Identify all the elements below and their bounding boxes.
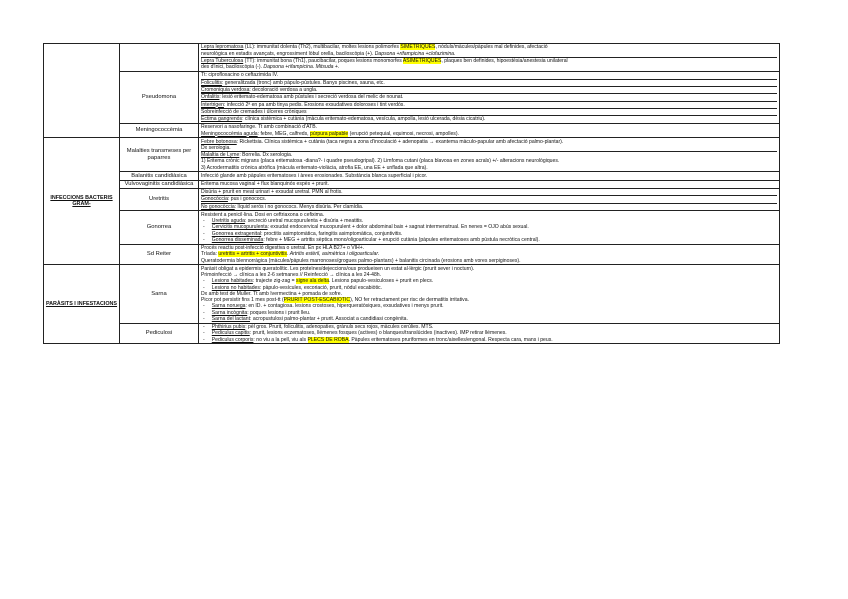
text-fragment: . Lesions papulo-vesiculoses + prurit en plecs. — [328, 278, 434, 285]
term-label: Ectima gangrenós — [201, 116, 243, 123]
text-fragment: : poques lesions i prurit lleu. — [247, 309, 311, 316]
text-fragment: : lesió eritemato-edematosa amb pústules i secreció verdosa del melic de nounat. — [219, 94, 404, 101]
text-fragment: Tríada: — [201, 251, 219, 258]
text-line — [201, 203, 777, 210]
bullet-dash: - — [203, 316, 212, 322]
table-row — [44, 265, 780, 323]
highlighted-text: ASIMÈTRIQUES — [402, 57, 442, 64]
term-label: Malaltia de Lyme — [201, 152, 240, 159]
bullet-dash: - — [203, 236, 212, 243]
table-row — [44, 172, 780, 180]
bullet-dash: - — [203, 336, 212, 343]
description-cell — [199, 71, 780, 123]
text-fragment: Dapsona +rifampicina. Mitsuda +. — [263, 64, 340, 71]
text-fragment: . Pàpules eritematoses pruriformes en tronc/aixelles/engonal. Respecta cara, mans i peus. — [348, 336, 553, 343]
subtype-cell: Pseudomona — [120, 71, 199, 123]
table-row — [44, 138, 780, 172]
text-fragment: : no viu a la pell, viu als — [253, 336, 308, 343]
text-fragment: : generalitzada (tronc) amb pàpulo-pústules. Banys piscines, sauna, etc. — [221, 79, 385, 86]
text-fragment: Eritema mucosa vaginal + flux blanquinós espès + prurit. — [201, 180, 329, 187]
text-fragment: , nòduls/màcules/pàpules mal definides, afectació — [435, 44, 548, 51]
bullet-dash: - — [203, 324, 212, 331]
text-fragment: Tt: ciprofloxacino o ceftazimida IV. — [201, 72, 279, 79]
term-label: Lesions no habitades — [211, 284, 260, 291]
highlighted-text: PLECS DE ROBA — [307, 336, 349, 343]
bullet-dash: - — [203, 217, 212, 224]
description-cell — [199, 244, 780, 265]
term-label: Gonorrea extragenital — [211, 230, 262, 237]
text-fragment: (erupció petequial, equimosi, necrosi, ampolles). — [348, 130, 459, 137]
subtype-cell: Gonorrea — [120, 211, 199, 244]
highlighted-text: signe ala delta — [296, 278, 329, 285]
bullet-dash: - — [203, 330, 212, 337]
subtype-cell: Balanitis candidiàsica — [120, 172, 199, 180]
term-label: Onfalitis — [201, 94, 220, 101]
term-label: Uretritis aguda — [211, 217, 245, 224]
text-line — [201, 173, 777, 179]
text-fragment: Picor pot persistir fins 1 mes post-tt ( — [201, 297, 284, 304]
text-fragment: ), NO fer retractament per risc de dermatitis irritativa. — [350, 297, 469, 304]
dermatology-table — [43, 43, 780, 344]
text-fragment: : pèl gros. Prurit, foliculitis, adenopaties, grànuls secs rojos, màcules cerúlies. MTS. — [245, 324, 434, 331]
text-fragment: Dx amb test de Muller. Tt amb Ivermectina + pomada de sofre. — [201, 290, 343, 297]
description-cell — [199, 323, 780, 344]
text-fragment: Artritis estèril, asimètrica i oligoarticular. — [289, 251, 380, 258]
text-fragment: : secreció uretral mucopurulenta + disúria + meatitis. — [244, 217, 364, 224]
text-fragment: : febre + MEG + artritis sèptica mono/oligoarticular + erupció cutània (pàpules eritematoses amb pústula necròtica central). — [263, 236, 540, 243]
table-row — [44, 71, 780, 123]
term-label: Cervicitis mucopurulenta — [211, 224, 268, 231]
description-cell — [199, 188, 780, 211]
table-row — [44, 180, 780, 188]
text-fragment: : Rickettsia. Clínica sistèmica + cutània (taca negra a zona d'inoculació + adenopatia → exantema màculo-papular amb afectació palmo-plantar). — [236, 138, 564, 145]
text-fragment: Dapsona +rifampicina +clofazimina. — [374, 50, 456, 57]
highlighted-text: uretritis + artritis + conjuntivitis — [218, 251, 287, 258]
subtype-cell: Pediculosi — [120, 323, 199, 344]
text-fragment: Procés reactiu post-infecció digestiva o uretral. En px HLA B27+ o VIH+. — [201, 244, 365, 251]
text-line — [201, 57, 777, 64]
subtype-cell: Sd Reiter — [120, 244, 199, 265]
category-cell: PARÀSITS I INFESTACIONS — [44, 265, 120, 344]
text-line — [201, 131, 777, 137]
term-label: Cromoniquia verdosa — [201, 86, 250, 93]
subtype-cell: Malalties transmeses per paparres — [120, 138, 199, 172]
description-cell — [199, 180, 780, 188]
table-row — [44, 44, 780, 72]
term-label: Intertrigen — [201, 101, 224, 108]
text-line — [201, 258, 777, 264]
description-cell — [199, 138, 780, 172]
text-fragment: Resistent a penicil·lina. Dosi en ceftriaxona o cefixima. — [201, 211, 325, 218]
term-label: Lepra lepromatosa — [201, 44, 244, 51]
text-line — [201, 86, 777, 93]
bullet-dash: - — [203, 284, 212, 291]
text-line — [201, 115, 777, 122]
text-line — [201, 64, 777, 70]
description-cell — [199, 172, 780, 180]
notes-table — [43, 43, 779, 344]
term-label: Gonorrea disseminada — [211, 236, 264, 243]
table-row — [44, 211, 780, 244]
bullet-dash: - — [203, 303, 212, 310]
bullet-dash: - — [203, 224, 212, 231]
text-fragment: Sobreinfecció de cremades i úlceres cròniques — [201, 108, 307, 115]
text-line — [201, 237, 777, 243]
text-fragment: Infecció glande amb pàpules eritematoses i àrees erosionades. Substància blanca superficial i picor. — [201, 172, 428, 179]
text-fragment: : pàpulo-vesícules, excoriació, prurit, nòdul escabiòtic. — [259, 284, 382, 291]
table-row — [44, 123, 780, 137]
text-fragment: Disúria + prurit en meat urinari + exsudat uretral. PMN al frotis. — [201, 189, 343, 196]
text-fragment: 3) Acrodermatitis crònica atròfica (màcula eritemato-violàcia, atrofia EE, una EE + unflada que altra). — [201, 164, 428, 171]
category-cell: INFECCIONS BACTERIS GRAM- — [44, 138, 120, 265]
bullet-dash: - — [203, 230, 212, 237]
text-line — [201, 108, 777, 115]
subtype-cell: Sarna — [120, 265, 199, 323]
text-fragment: Queratodermia blennorràgica (màcules/pàpules marronoses/grogues palmo-plantars) + balanitis circinada (erosions amb vores serpiginoses). — [201, 257, 521, 264]
description-cell — [199, 211, 780, 244]
text-fragment: : clínica sistèmica + cutània (màcula eritemato-edematosa, vesícula, ampolla, lesió ulcerada, dèsia cicatriu). — [242, 116, 486, 123]
text-fragment: : acropustulosi palmo-plantar + prurit. Associat a candidiasi congènita. — [250, 316, 408, 322]
text-line — [201, 316, 777, 322]
highlighted-text: SIMÈTRIQUES — [400, 44, 436, 51]
text-fragment: : en ID. + contagiosa. lesions crostoses, hiperqueratòsiques, exsudatives i menys prurit. — [245, 303, 444, 310]
text-line — [201, 151, 777, 158]
text-fragment: Dx serologia. — [201, 144, 231, 151]
term-label: Gonocòccia — [201, 196, 228, 203]
category-cell — [44, 44, 120, 138]
description-cell — [199, 123, 780, 137]
text-fragment: : infecció 2ª en pa amb tinya pedis. Erosions exsudatives doloroses i tint verdós. — [223, 101, 405, 108]
text-fragment: : Borrelia. Dx serologia. — [239, 152, 293, 159]
text-line — [201, 79, 777, 86]
text-fragment: : pus i gonococs. — [227, 196, 267, 203]
text-fragment: : proctitis asimptomàtica, faringitis asimptomàtica, conjuntivitis. — [261, 230, 403, 237]
highlighted-text: púrpura palpable — [310, 130, 349, 137]
bullet-dash: - — [203, 309, 212, 316]
text-fragment: des d'inici, baciloscòpia (-). — [201, 64, 264, 71]
text-fragment: : exsudat endocervical mucopurulent + dolor abdominal baix + sagnat intermenstrual. En nenes = OJO abús sexual. — [267, 224, 529, 231]
table-row — [44, 323, 780, 344]
subtype-cell: Uretritis — [120, 188, 199, 211]
text-fragment: : líquid serós i no gonococs. Menys disúria. Per clamídia. — [234, 203, 364, 210]
subtype-cell: Meningococcèmia — [120, 123, 199, 137]
term-label: Phthirius pubis — [211, 324, 246, 331]
term-label: Foliculitis — [201, 79, 222, 86]
text-line — [201, 181, 777, 187]
subtype-cell: Vulvovaginitis candidiàsica — [120, 180, 199, 188]
subtype-cell — [120, 44, 199, 72]
table-row — [44, 244, 780, 265]
text-line — [201, 93, 777, 100]
text-fragment: (LL): immunitat dolenta (Th2), multibacilar, moltes lesions polimorfes — [243, 44, 401, 51]
term-label: Pediculus capitis — [211, 330, 250, 337]
text-fragment: : prurit, lesions eczematoses, llémenes fosques (actives) o blanques/translúcides (inactives). IMP retirar llémenes. — [249, 330, 507, 337]
table-row — [44, 188, 780, 211]
text-fragment: , plaques ben definides, hipoestèsia/anestesia unilateral — [441, 57, 568, 64]
bullet-dash: - — [203, 278, 212, 285]
term-label: Sarna del lactant — [211, 316, 251, 322]
text-fragment: Paràsit obligat a epidermis queratolític. Les proteïnes/dejeccions/ous produeixen un estat al·lèrgic (prurit sever i nocturn). — [201, 265, 475, 272]
text-line — [201, 101, 777, 108]
text-fragment: 1) Eritema crònic migrans (placa eritematosa -diana?- i quadre pseudogripal). 2) Limfoma cutani (placa blavosa en zones acrals) +/- alteracions neurològiques. — [201, 158, 560, 165]
term-label: No gonocòccia — [201, 203, 235, 210]
term-label: Febre botonosa — [201, 138, 237, 145]
text-fragment: . — [286, 251, 290, 258]
text-fragment: : decoloració verdosa a ungla. — [249, 86, 318, 93]
text-line — [201, 195, 777, 202]
description-cell — [199, 265, 780, 323]
term-label: Meningococcèmia aguda — [201, 130, 258, 137]
term-label: Pediculus corporis — [211, 336, 254, 343]
text-fragment: : febre, MEG, calfreds, — [257, 130, 311, 137]
text-line — [201, 337, 777, 343]
term-label: Sarna noruega — [211, 303, 246, 310]
text-fragment: Reservori a nasofaringe. Tt amb combinació d'ATB. — [201, 124, 318, 131]
text-line — [201, 165, 777, 171]
highlighted-text: PRURIT POST-ESCABIÒTIC — [283, 297, 351, 304]
term-label: Sarna incògnita — [211, 309, 248, 316]
text-fragment: Primoinfecció → clínica a les 2-6 setmanes // Reinfecció → clínica a les 24-48h. — [201, 271, 382, 278]
term-label: Lesions habitades — [211, 278, 253, 285]
description-cell — [199, 44, 780, 72]
term-label: Lepra Tuberculosa — [201, 57, 244, 64]
text-fragment: (TT): immunitat bona (Th1), paucibacilar, poques lesions monomorfes — [243, 57, 403, 64]
text-fragment: neurològica en estadis avançats, engrossiment lòbul orella, baciloscòpia (+). — [201, 50, 375, 57]
text-fragment: : trajecte zig-zag = — [252, 278, 297, 285]
